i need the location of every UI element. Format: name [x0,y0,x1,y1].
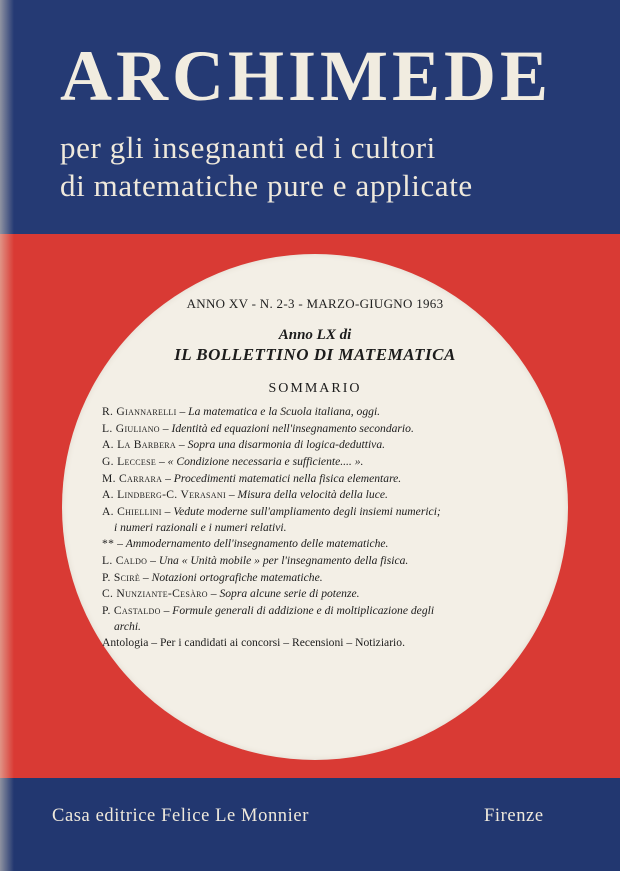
magazine-title: ARCHIMEDE [60,36,553,116]
toc-title: « Condizione necessaria e sufficiente.... ». [167,455,364,469]
toc-title: Vedute moderne sull'ampliamento degli insiemi numerici; [173,505,441,519]
toc-closing: Antologia – Per i candidati ai concorsi – Recensioni – Notiziario. [102,636,405,650]
toc-title: Notazioni ortografiche matematiche. [151,570,323,584]
toc-title: Ammodernamento dell'insegnamento delle matematiche. [125,537,389,551]
toc-author: L. Caldo [102,554,148,567]
toc-entry: R. Giannarelli – La matematica e la Scuola italiana, oggi. [102,405,381,418]
issue-line: ANNO XV - N. 2-3 - MARZO-GIUGNO 1963 [186,296,444,311]
toc-title-continued: i numeri razionali e i numeri relativi. [114,520,287,534]
toc-title-continued: archi. [114,619,141,633]
anno-line: Anno LX di [278,327,352,343]
toc-entry: P. Castaldo – Formule generali di addizione e di moltiplicazione degli archi. [102,603,512,634]
sommario-heading: SOMMARIO [268,381,362,396]
toc-author: L. Giuliano [102,421,160,435]
toc-author: P. Scirè [102,570,141,584]
toc-entry: L. Giuliano – Identità ed equazioni nell'insegnamento secondario. [102,421,414,435]
toc-title: Sopra una disarmonia di logica-deduttiva. [187,438,386,452]
toc-entry: P. Scirè – Notazioni ortografiche matematiche. [102,570,323,584]
toc-entry: A. Lindberg-C. Verasani – Misura della velocità della luce. [102,488,388,502]
toc-title: Misura della velocità della luce. [237,488,388,502]
toc-author: G. Leccese [102,455,157,469]
toc-author: R. Giannarelli [102,405,177,418]
toc-author: A. Chiellini [102,505,162,519]
toc-title: Procedimenti matematici nella fisica elementare. [173,471,402,485]
toc-entry: G. Leccese – « Condizione necessaria e sufficiente.... ». [102,455,364,469]
worn-edge [0,0,14,871]
toc-entry: L. Caldo – Una « Unità mobile » per l'insegnamento della fisica. [102,554,409,567]
toc-author: P. Castaldo [102,604,161,618]
toc-entry: A. La Barbera – Sopra una disarmonia di logica-deduttiva. [102,438,386,452]
subtitle-line-2: di matematiche pure e applicate [60,168,473,203]
toc-author: C. Nunziante-Cesàro [102,587,208,601]
toc-title: Sopra alcune serie di potenze. [219,587,360,601]
table-of-contents [102,404,512,652]
toc-author: M. Carrara [102,471,163,485]
toc-entry: C. Nunziante-Cesàro – Sopra alcune serie di potenze. [102,587,360,601]
bollettino-title: IL BOLLETTINO DI MATEMATICA [174,345,456,364]
publisher-city: Firenze [484,806,544,826]
toc-entry: M. Carrara – Procedimenti matematici nella fisica elementare. [102,471,402,485]
toc-title: Identità ed equazioni nell'insegnamento secondario. [171,421,414,435]
toc-author: ** [102,537,115,551]
subtitle-line-1: per gli insegnanti ed i cultori [60,130,436,165]
toc-entry: A. Chiellini – Vedute moderne sull'ampliamento degli insiemi numerici; i numeri razionali e i numeri relativi. [102,504,512,535]
toc-title: Formule generali di addizione e di moltiplicazione degli [172,604,435,618]
toc-entry: ** – Ammodernamento dell'insegnamento delle matematiche. [102,537,389,551]
toc-title: La matematica e la Scuola italiana, oggi. [188,405,381,418]
toc-title: Una « Unità mobile » per l'insegnamento della fisica. [158,554,409,567]
toc-author: A. La Barbera [102,438,177,452]
publisher-name: Casa editrice Felice Le Monnier [52,806,309,826]
toc-author: A. Lindberg-C. Verasani [102,488,226,502]
